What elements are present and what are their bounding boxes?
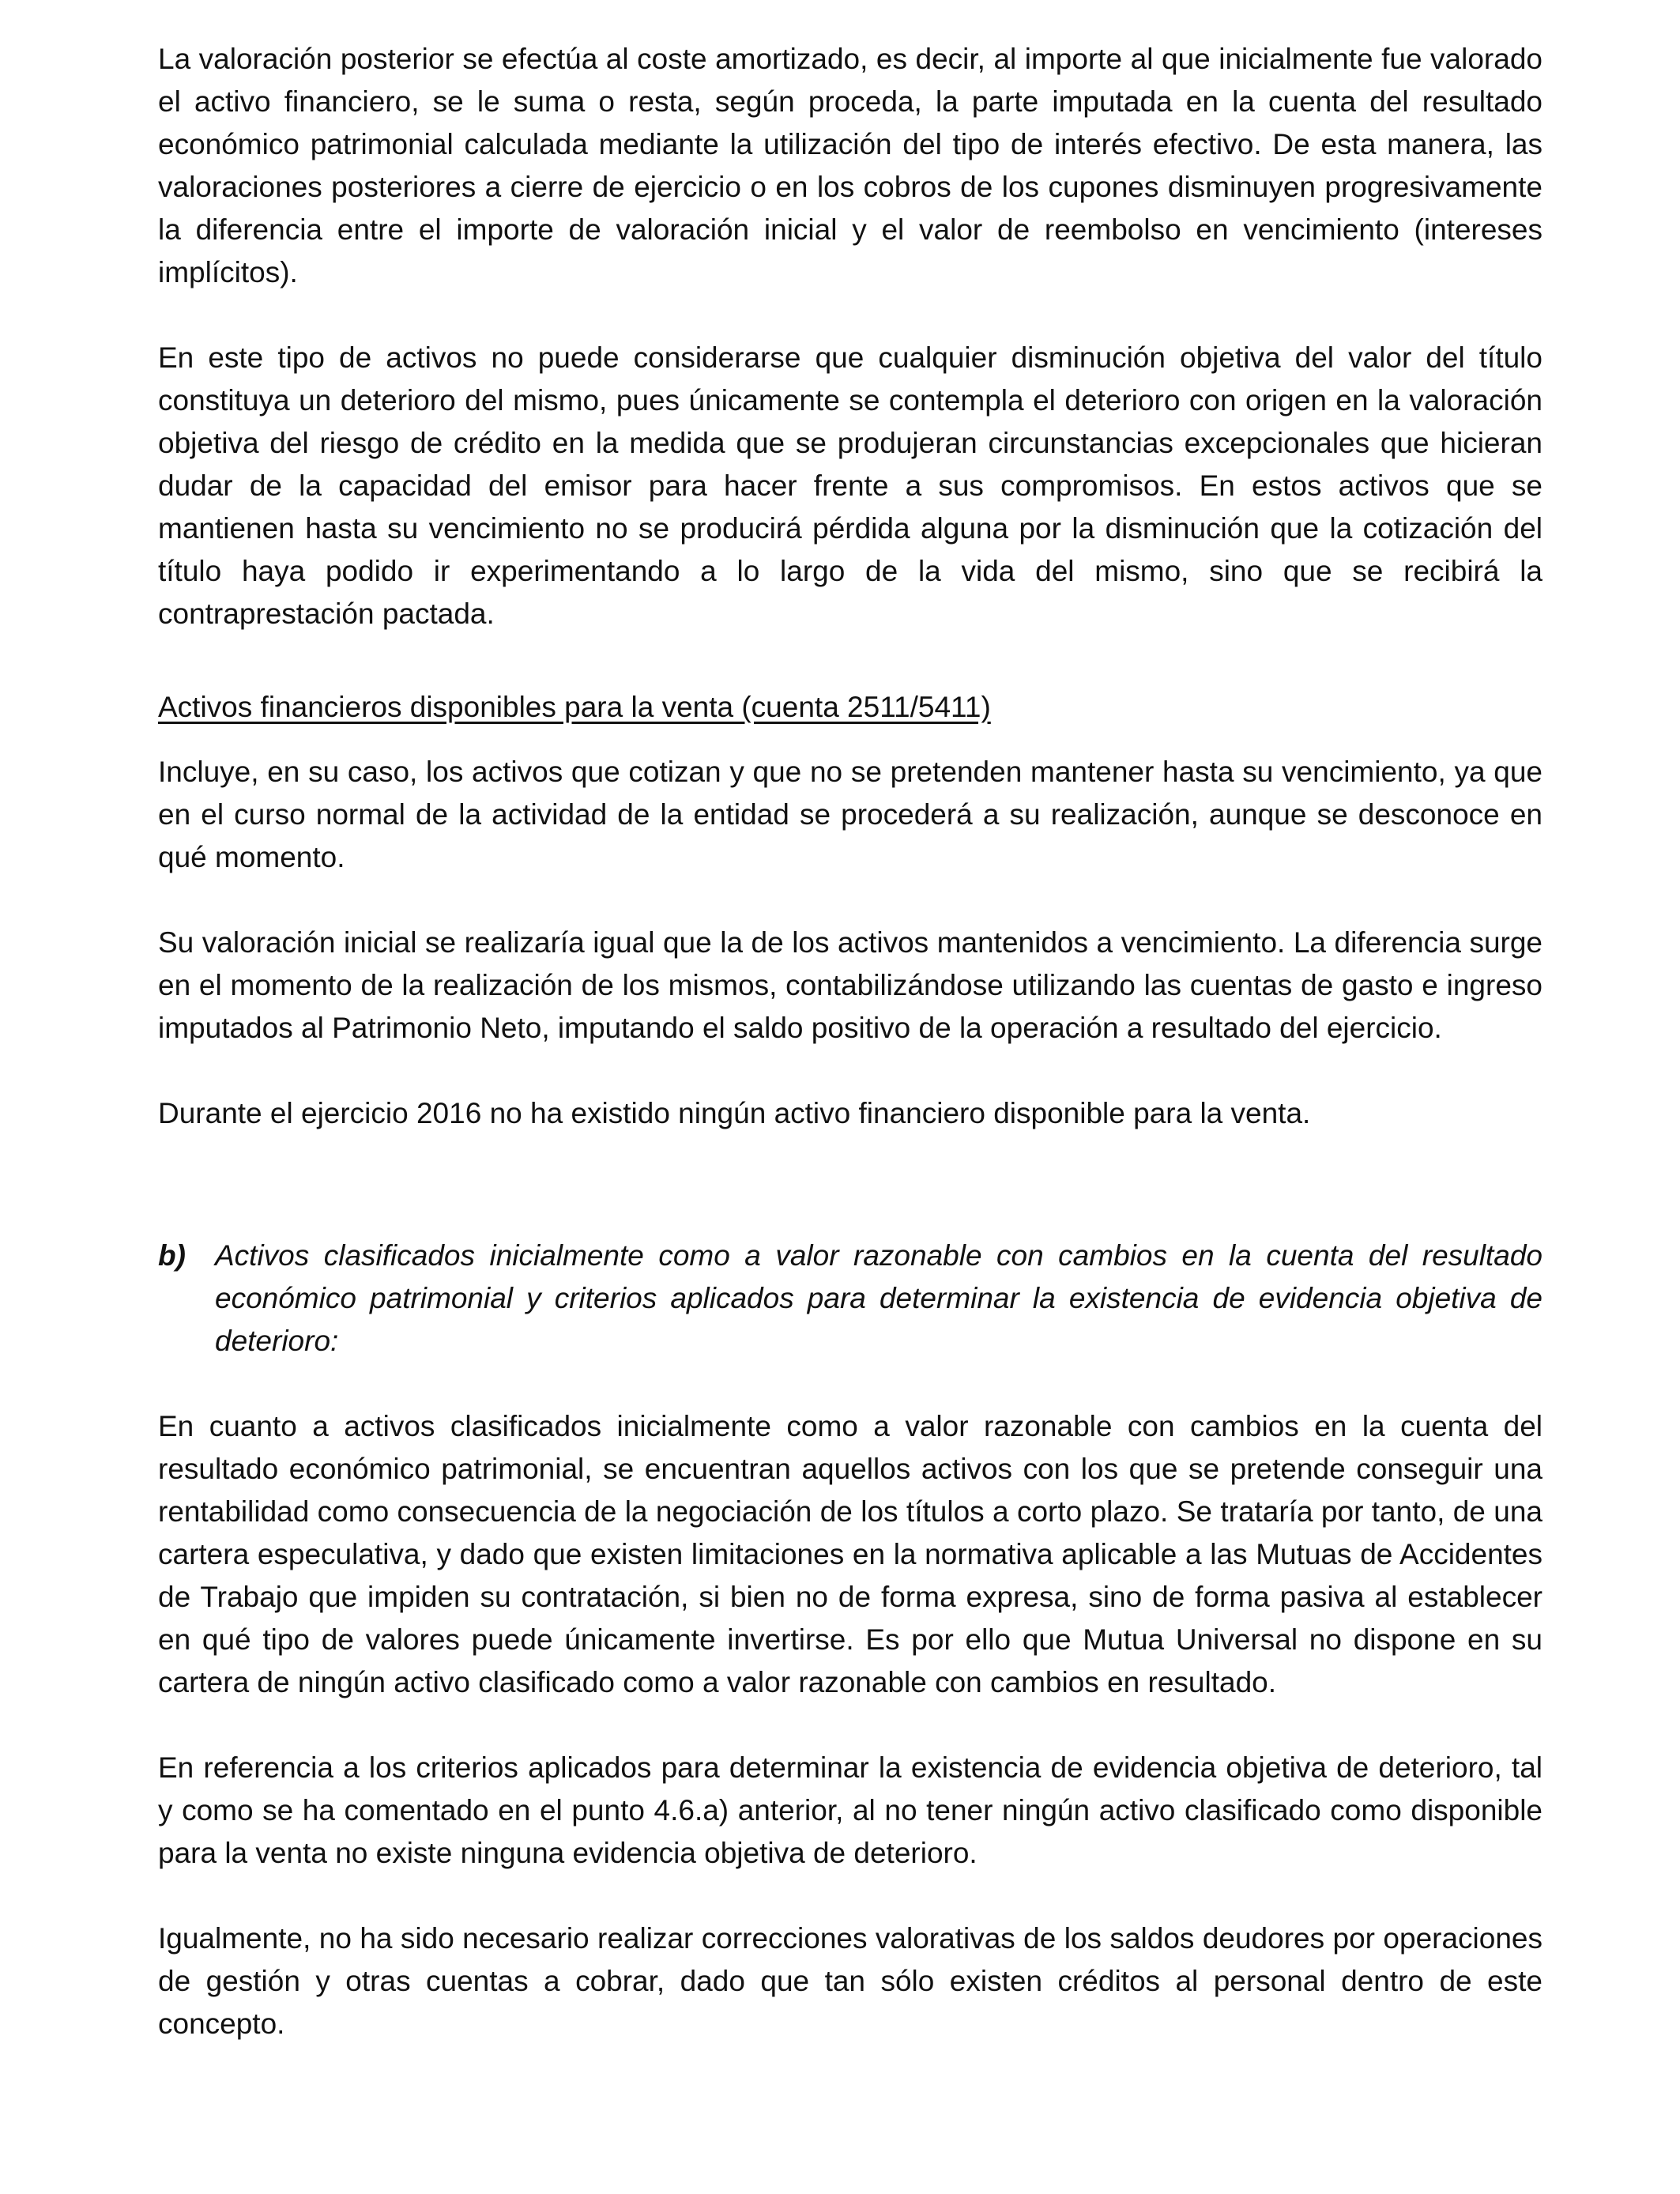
paragraph-impairment-held-to-maturity: En este tipo de activos no puede considerarse que cualquier disminución objetiva del valor del título constituya un deterioro del mismo, pues únicamente se contempla el deterioro con origen en la valoración objetiva del riesgo de crédito en la medida que se produjeran circunstancias excepcionales que hicieran dudar de la capacidad del emisor para hacer frente a sus compromisos. En estos activos que se mantienen hasta su vencimiento no se producirá pérdida alguna por la disminución que la cotización del título haya podido ir experimentando a lo largo de la vida del mismo, sino que se recibirá la contraprestación pactada.	[158, 341, 1543, 630]
section-heading-available-for-sale: Activos financieros disponibles para la venta (cuenta 2511/5411)	[158, 691, 991, 723]
paragraph-available-valuation: Su valoración inicial se realizaría igual que la de los activos mantenidos a vencimiento. La diferencia surge en el momento de la realización de los mismos, contabilizándose utilizando las cuentas de gasto e ingreso imputados al Patrimonio Neto, imputando el saldo positivo de la operación a resultado del ejercicio.	[158, 926, 1543, 1044]
paragraph-available-includes: Incluye, en su caso, los activos que cotizan y que no se pretenden mantener hasta su vencimiento, ya que en el curso normal de la actividad de la entidad se procederá a su realización, aunque se desconoce en qué momento.	[158, 756, 1543, 873]
paragraph-valuation-corrections: Igualmente, no ha sido necesario realizar correcciones valorativas de los saldos deudores por operaciones de gestión y otras cuentas a cobrar, dado que tan sólo existen créditos al personal dentro de este concepto.	[158, 1922, 1543, 2040]
paragraph-amortized-cost: La valoración posterior se efectúa al coste amortizado, es decir, al importe al que inicialmente fue valorado el activo financiero, se le suma o resta, según proceda, la parte imputada en la cuenta del resultado económico patrimonial calculada mediante la utilización del tipo de interés efectivo. De esta manera, las valoraciones posteriores a cierre de ejercicio o en los cobros de los cupones disminuyen progresivamente la diferencia entre el importe de valoración inicial y el valor de reembolso en vencimiento (intereses implícitos).	[158, 43, 1543, 288]
paragraph-available-2016: Durante el ejercicio 2016 no ha existido ningún activo financiero disponible para la venta.	[158, 1097, 1311, 1129]
document-page	[158, 38, 1543, 2045]
paragraph-fair-value-assets: En cuanto a activos clasificados inicialmente como a valor razonable con cambios en la cuenta del resultado económico patrimonial, se encuentran aquellos activos con los que se pretende conseguir una rentabilidad como consecuencia de la negociación de los títulos a corto plazo. Se trataría por tanto, de una cartera especulativa, y dado que existen limitaciones en la normativa aplicable a las Mutuas de Accidentes de Trabajo que impiden su contratación, si bien no de forma expresa, sino de forma pasiva al establecer en qué tipo de valores puede únicamente invertirse. Es por ello que Mutua Universal no dispone en su cartera de ningún activo clasificado como a valor razonable con cambios en resultado.	[158, 1410, 1543, 1698]
section-b-label: b)	[158, 1239, 186, 1272]
paragraph-impairment-criteria: En referencia a los criterios aplicados para determinar la existencia de evidencia objetiva de deterioro, tal y como se ha comentado en el punto 4.6.a) anterior, al no tener ningún activo clasificado como disponible para la venta no existe ninguna evidencia objetiva de deterioro.	[158, 1751, 1543, 1869]
heading-row-available-for-sale	[158, 686, 1543, 729]
section-b-heading	[158, 1235, 1543, 1363]
section-b-title: Activos clasificados inicialmente como a valor razonable con cambios en la cuenta del resultado económico patrimonial y criterios aplicados para determinar la existencia de evidencia objetiva de deterioro:	[215, 1239, 1543, 1357]
